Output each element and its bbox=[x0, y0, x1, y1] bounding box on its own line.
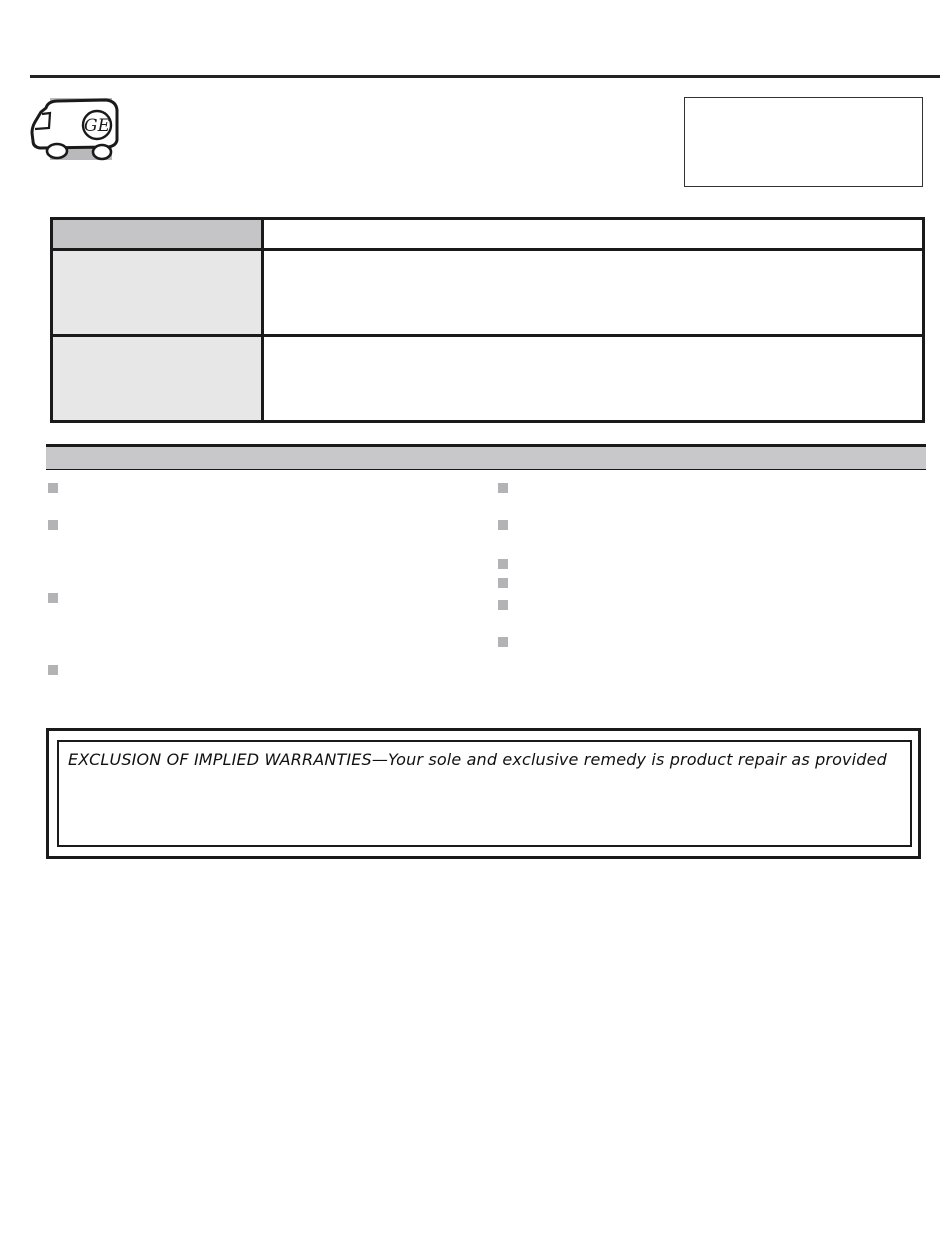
exclusion-box bbox=[46, 728, 921, 859]
list-bullet-icon bbox=[498, 559, 508, 569]
warranty-table-header-row bbox=[53, 220, 922, 251]
staple-receipt-box bbox=[684, 97, 923, 187]
warranty-coverage-cell bbox=[264, 337, 922, 420]
warranty-table-row bbox=[53, 337, 922, 420]
list-bullet-icon bbox=[498, 578, 508, 588]
warranty-period-cell bbox=[53, 337, 264, 420]
warranty-period-cell bbox=[53, 251, 264, 334]
warranty-table-row bbox=[53, 251, 922, 337]
warranty-table bbox=[50, 217, 925, 423]
not-covered-section-bar bbox=[46, 444, 926, 470]
warranty-coverage-cell bbox=[264, 251, 922, 334]
list-bullet-icon bbox=[498, 483, 508, 493]
warranty-period-header-cell bbox=[53, 220, 264, 248]
list-bullet-icon bbox=[48, 520, 58, 530]
exclusion-inner-frame bbox=[57, 740, 912, 847]
list-bullet-icon bbox=[48, 483, 58, 493]
top-rule bbox=[30, 75, 940, 78]
list-bullet-icon bbox=[498, 600, 508, 610]
list-bullet-icon bbox=[48, 593, 58, 603]
exclusion-of-implied-warranties-text: EXCLUSION OF IMPLIED WARRANTIES—Your sole and exclusive remedy is product repair as provided bbox=[68, 750, 887, 769]
list-bullet-icon bbox=[498, 520, 508, 530]
svg-text:GE: GE bbox=[84, 116, 110, 136]
list-bullet-icon bbox=[498, 637, 508, 647]
ge-service-van-icon bbox=[26, 96, 122, 166]
list-bullet-icon bbox=[48, 665, 58, 675]
ge-will-replace-header-cell bbox=[264, 220, 922, 248]
